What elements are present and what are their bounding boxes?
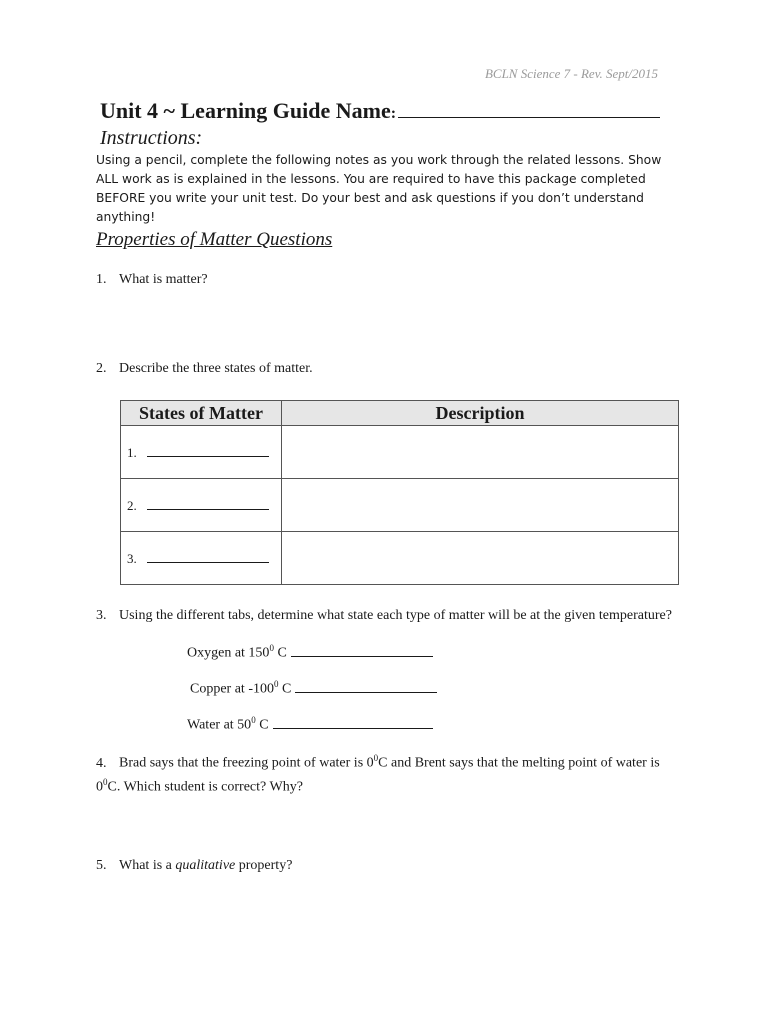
question-2 (96, 360, 313, 378)
row-number: 2. (127, 497, 137, 513)
question-number: 1. (96, 272, 107, 287)
description-header: Description (282, 401, 679, 426)
question-number: 3. (96, 608, 107, 623)
water-item: Water at $50^0$ C (187, 715, 433, 734)
state-answer-line[interactable] (147, 444, 269, 457)
question-4: 4. Brad says that the freezing point of water is $0^0C$ and Brent says that the melting point of water is $0^0C$. Which student is correct? Why? (96, 753, 660, 795)
copper-answer-line[interactable] (295, 680, 437, 693)
question-number: 2. (96, 361, 107, 376)
states-header: States of Matter (121, 401, 282, 426)
question-number: 5. (96, 858, 107, 873)
description-cell[interactable] (282, 426, 679, 479)
table-row (121, 532, 679, 585)
state-cell (121, 426, 282, 479)
state-cell (121, 532, 282, 585)
question-5: 5. What is a qualitative property? (96, 858, 293, 873)
question-number: 4. (96, 755, 107, 771)
item-text: Water at 50 (187, 717, 252, 733)
states-of-matter-table (120, 400, 679, 585)
table-row (121, 479, 679, 532)
section-title: Properties of Matter Questions (96, 229, 333, 250)
instructions-text: Using a pencil, complete the following notes as you work through the related lessons. Show ALL work as is explained in the lessons. You are required to have this package completed BEFORE you write your unit test. Do your best and ask questions if you don’t understand anything! (96, 153, 662, 224)
question-3 (96, 607, 676, 625)
description-cell[interactable] (282, 479, 679, 532)
instructions-heading: Instructions: (100, 127, 203, 149)
name-blank-line[interactable] (398, 101, 660, 118)
title-text: Unit 4 ~ Learning Guide Name (100, 98, 391, 123)
table-header-row (121, 401, 679, 426)
title-colon: : (390, 105, 397, 122)
page-header: BCLN Science 7 - Rev. Sept/2015 (484, 66, 658, 81)
item-text: Copper at -100 (190, 681, 274, 697)
question-1 (96, 271, 208, 289)
water-answer-line[interactable] (273, 716, 433, 729)
state-answer-line[interactable] (147, 550, 269, 563)
emphasis-qualitative: qualitative (175, 858, 236, 873)
oxygen-answer-line[interactable] (291, 644, 433, 657)
question-text: What is matter? (119, 272, 208, 287)
item-text: Oxygen at 150 (187, 645, 270, 661)
copper-item: Copper at $-100^0$ C (190, 679, 437, 698)
row-number: 3. (127, 550, 137, 566)
question-text: Describe the three states of matter. (119, 361, 313, 376)
question-text: Using the different tabs, determine what state each type of matter will be at the given temperature? (119, 608, 672, 623)
table-row (121, 426, 679, 479)
row-number: 1. (127, 444, 137, 460)
oxygen-item: Oxygen at $150^0$ C (187, 643, 433, 662)
state-cell (121, 479, 282, 532)
page-title (100, 98, 660, 124)
description-cell[interactable] (282, 532, 679, 585)
state-answer-line[interactable] (147, 497, 269, 510)
